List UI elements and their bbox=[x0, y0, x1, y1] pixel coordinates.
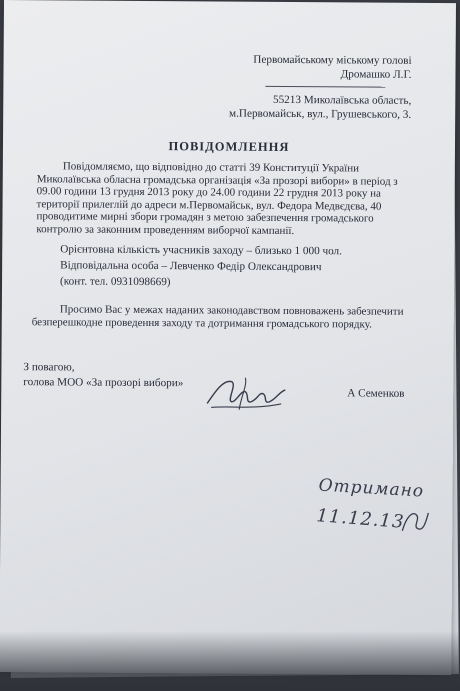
participants-count: Орієнтовна кількість учасників заходу – близько 1 000 чол. bbox=[60, 243, 342, 258]
signer-name: А Семенков bbox=[347, 387, 405, 400]
request-paragraph bbox=[32, 303, 412, 331]
addressee-line-1: Первомайському міському голові bbox=[253, 53, 412, 67]
signer-position: голова МОО «За прозорі вибори» bbox=[23, 376, 184, 390]
contact-phone: (конт. тел. 0931098669) bbox=[59, 275, 171, 289]
addressee-divider bbox=[265, 86, 385, 88]
notice-line: Миколаївська обласна громадська організація «За прозорі вибори» в період з bbox=[36, 172, 398, 188]
received-mark: Отримано bbox=[318, 475, 425, 502]
desk-shadow bbox=[0, 631, 460, 691]
closing-regards: З повагою, bbox=[23, 361, 75, 374]
notice-line: Повідомляємо, що відповідно до статті 39 Конституції України bbox=[62, 160, 360, 175]
notice-line: 09.00 години 13 грудня 2013 року до 24.00 години 22 грудня 2013 року на bbox=[36, 185, 381, 200]
addressee-line-3: 55213 Миколаївська область, bbox=[272, 93, 412, 107]
received-initials bbox=[398, 507, 432, 537]
signature-image bbox=[201, 369, 291, 416]
responsible-person: Відповідальна особа – Левченко Федір Олександрович bbox=[60, 259, 322, 274]
document-title: ПОВІДОМЛЕННЯ bbox=[168, 139, 290, 154]
notice-paragraph bbox=[36, 160, 417, 238]
notice-line: проводитиме мирні збори громадян з метою забезпечення громадського bbox=[36, 210, 374, 225]
request-line: безперешкодне проведення заходу та дотримання громадського порядку. bbox=[31, 315, 372, 331]
request-line: Просимо Вас у межах наданих законодавством повноважень забезпечити bbox=[59, 303, 404, 318]
addressee-line-4: м.Первомайськ, вул., Грушевського, 3. bbox=[229, 107, 412, 121]
received-date: 11.12.13 bbox=[315, 505, 406, 533]
notice-line: території прилеглій до адреси м.Первомайськ, вул. Федора Медвєдєва, 40 bbox=[36, 197, 382, 213]
notice-line: контролю за законним проведенням виборчої кампанії. bbox=[36, 222, 295, 237]
addressee-line-2: Дромашко Л.Г. bbox=[340, 68, 412, 81]
